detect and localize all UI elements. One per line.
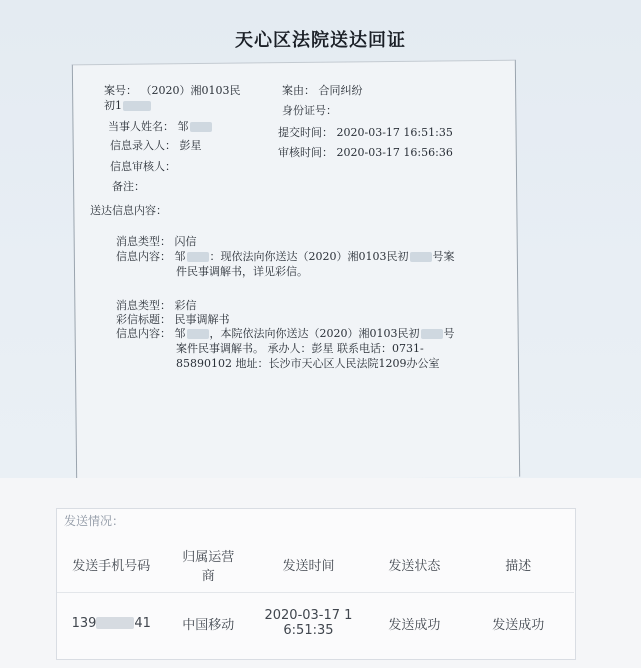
send-status-table: [57, 538, 574, 654]
message-type-label: 消息类型：: [116, 299, 171, 312]
entry-person: [110, 137, 202, 153]
phone-suffix: 41: [134, 615, 151, 631]
header-desc: 描述: [505, 559, 532, 575]
id-number-label: 身份证号：: [282, 104, 337, 117]
remark-label: 备注：: [112, 180, 145, 193]
message-text: ，本院依法向你送达（2020）湘0103民初: [209, 327, 420, 340]
cell-time-text: 2020-03-17 16:51:35: [264, 608, 353, 639]
message-type-label: 消息类型：: [116, 235, 171, 248]
document-title: 天心区法院送达回证: [235, 30, 406, 51]
message-text: 号: [443, 327, 455, 340]
header-time: 发送时间: [282, 559, 335, 575]
submit-time-label: 提交时间：: [278, 126, 333, 139]
message-1-type: [116, 233, 197, 249]
case-cause-label: 案由：: [282, 84, 315, 97]
entry-person-label: 信息录入人：: [110, 139, 176, 152]
remark: [112, 178, 145, 194]
phone-prefix: 139: [71, 615, 97, 631]
message-type-value: 闪信: [174, 235, 197, 248]
delivery-info-label: 送达信息内容：: [90, 204, 167, 217]
redaction-blur: [187, 252, 209, 262]
message-1-content-line2: 件民事调解书，详见彩信。: [176, 265, 308, 278]
message-type-value: 彩信: [174, 299, 197, 312]
cell-desc: 发送成功: [492, 617, 545, 633]
id-number: [282, 102, 337, 118]
redaction-blur: [123, 101, 151, 111]
message-text: 邹: [174, 250, 186, 263]
review-time-label: 审核时间：: [278, 146, 333, 159]
message-text: ：现依法向你送达（2020）湘0103民初: [209, 250, 409, 263]
cell-phone: [57, 592, 166, 654]
message-content-label: 信息内容：: [116, 250, 171, 263]
table-header-row: [57, 538, 574, 592]
case-cause: [282, 82, 363, 98]
message-2-content: [116, 325, 455, 341]
message-1-content: [116, 248, 455, 264]
party-name-value: 邹: [177, 120, 189, 133]
case-cause-value: 合同纠纷: [318, 84, 363, 97]
header-carrier: [166, 538, 251, 592]
party-name-label: 当事人姓名：: [108, 120, 174, 133]
review-time: [278, 144, 453, 160]
cell-carrier: 中国移动: [182, 617, 235, 633]
table-row: [57, 592, 574, 654]
cell-time: [251, 592, 366, 654]
submit-time-value: 2020-03-17 16:51:35: [336, 126, 453, 139]
send-status-label: 发送情况：: [64, 514, 125, 528]
submit-time: [278, 124, 453, 140]
message-text: 邹: [174, 327, 186, 340]
message-2-content-line2: 案件民事调解书。 承办人：彭星 联系电话：0731-: [176, 342, 424, 355]
case-number-value: （2020）湘0103民: [140, 84, 241, 97]
review-person: [110, 158, 176, 174]
message-2-content-line3: 85890102 地址：长沙市天心区人民法院1209办公室: [176, 357, 440, 370]
redaction-blur: [96, 617, 134, 629]
case-number-label: 案号：: [104, 84, 137, 97]
review-person-label: 信息审核人：: [110, 160, 176, 173]
message-content-label: 信息内容：: [116, 327, 171, 340]
message-text: 号案: [432, 250, 455, 263]
entry-person-value: 彭星: [179, 139, 202, 152]
header-status: 发送状态: [388, 559, 441, 575]
header-phone: 发送手机号码: [72, 559, 151, 575]
redaction-blur: [410, 252, 432, 262]
cell-status: 发送成功: [388, 617, 441, 633]
message-subject-value: 民事调解书: [174, 313, 230, 326]
redaction-blur: [187, 329, 209, 339]
case-number-cont-text: 初1: [104, 99, 122, 112]
header-carrier-text: 归属运营商: [182, 549, 235, 584]
case-number: [104, 82, 241, 98]
send-status-panel: [0, 478, 641, 668]
redaction-blur: [190, 122, 212, 132]
redaction-blur: [421, 329, 443, 339]
party-name: [108, 118, 213, 134]
message-subject-label: 彩信标题：: [116, 313, 171, 326]
review-time-value: 2020-03-17 16:56:36: [336, 146, 453, 159]
case-number-continued: [104, 97, 152, 113]
